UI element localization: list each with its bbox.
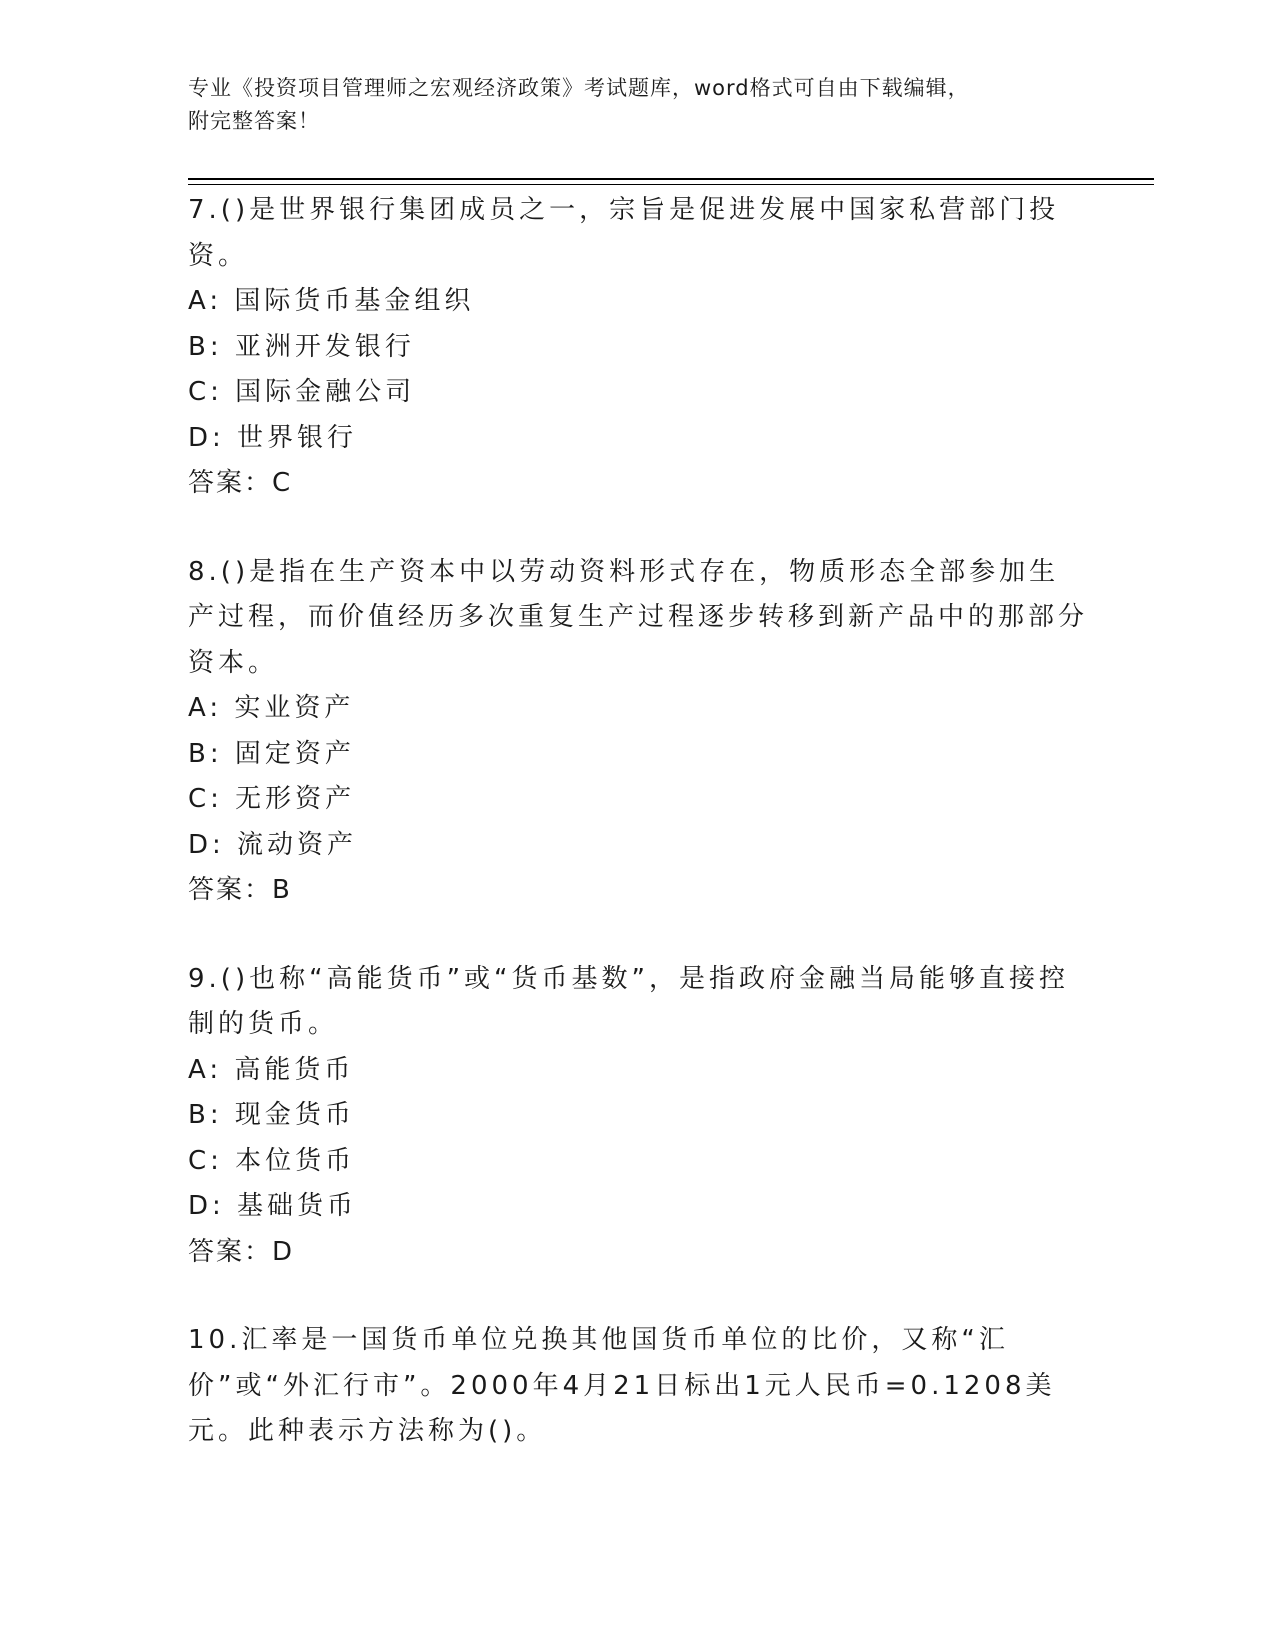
question-text: 9.()也称“高能货币”或“货币基数”，是指政府金融当局能够直接控制的货币。: [188, 963, 1069, 1039]
header-line-1: 专业《投资项目管理师之宏观经济政策》考试题库，word格式可自由下载编辑，: [188, 76, 970, 100]
option-c: C: 本位货币: [188, 1145, 356, 1176]
option-a: A: 高能货币: [188, 1054, 355, 1085]
option-c: C: 国际金融公司: [188, 377, 416, 407]
answer: 答案：B: [188, 875, 292, 905]
question-8: [188, 550, 1088, 914]
header-divider-thin: [188, 184, 1154, 185]
question-text: 10.汇率是一国货币单位兑换其他国货币单位的比价，又称“汇价”或“外汇行市”。2000年4月21日标出1元人民币=0.1208美元。此种表示方法称为()。: [188, 1325, 1056, 1446]
option-b: B: 亚洲开发银行: [188, 331, 415, 362]
spacer: [188, 914, 1088, 957]
option-b: B: 固定资产: [188, 738, 355, 769]
question-text: 8.()是指在生产资本中以劳动资料形式存在，物质形态全部参加生产过程，而价值经历多次重复生产过程逐步转移到新产品中的那部分资本。: [188, 556, 1089, 678]
spacer: [188, 507, 1088, 550]
option-d: D: 基础货币: [188, 1191, 358, 1221]
answer: 答案：C: [188, 468, 293, 498]
answer: 答案：D: [188, 1236, 295, 1267]
option-a: A: 实业资产: [188, 693, 355, 723]
option-a: A: 国际货币基金组织: [188, 286, 475, 316]
question-9: [188, 957, 1088, 1276]
option-d: D: 流动资产: [188, 829, 358, 860]
spacer: [188, 1275, 1088, 1318]
question-text: 7.()是世界银行集团成员之一，宗旨是促进发展中国家私营部门投资。: [188, 195, 1060, 271]
option-c: C: 无形资产: [188, 784, 356, 814]
question-list: [188, 188, 1088, 1455]
question-7: [188, 188, 1088, 507]
document-header: [188, 72, 1088, 138]
question-10: [188, 1318, 1088, 1455]
option-d: D: 世界银行: [188, 422, 358, 453]
header-line-2: 附完整答案！: [188, 109, 320, 133]
option-b: B: 现金货币: [188, 1100, 355, 1130]
header-divider-thick: [188, 178, 1154, 180]
